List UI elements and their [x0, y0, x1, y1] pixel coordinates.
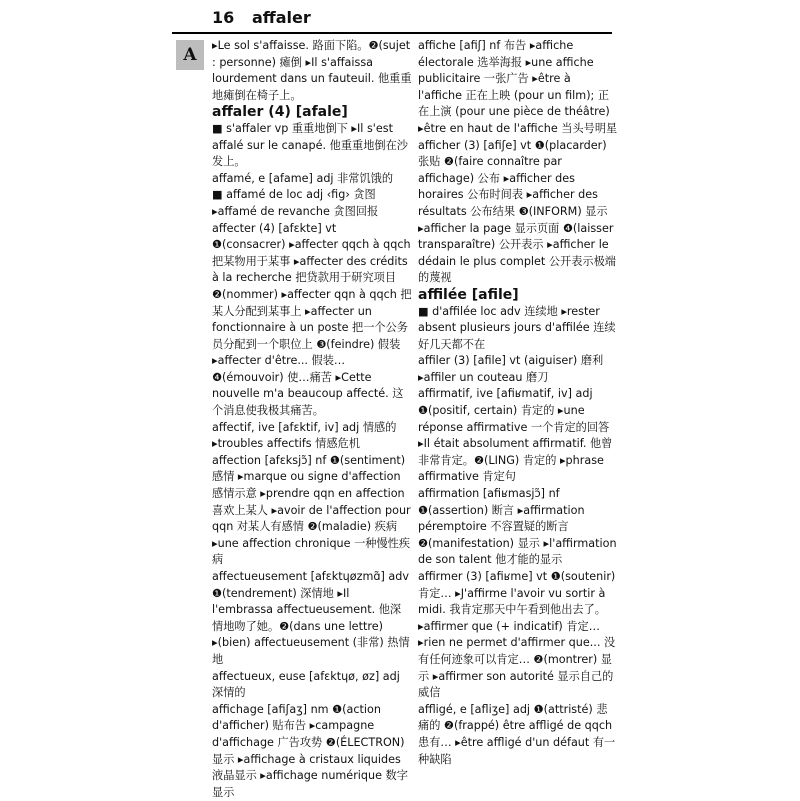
subentry-affame-de: ■ affamé de loc adj ‹fig› 贪图 ▸affamé de revanche 贪图回报: [212, 188, 379, 218]
entry-affilee: affilée [afile]: [418, 286, 519, 303]
entry-affiche: affiche [afiʃ] nf 布告 ▸affiche électorale 选举海报 ▸une affiche publicitaire 一张广告 ▸être à l'affiche 正在上映 (pour un film); 正在上演 (pour une pièce de théâtre) ▸être en haut de l'affiche 当头号明星: [418, 39, 618, 135]
entry-afflige: affligé, e [afliʒe] adj ❶(attristé) 悲痛的 ❷(frappé) être affligé de qqch 患有… ▸être affligé d'un défaut 有一种缺陷: [418, 702, 616, 766]
right-column: [418, 38, 618, 768]
entry-affirmatif: affirmatif, ive [afiʁmatif, iv] adj ❶(positif, certain) 肯定的 ▸une réponse affirmative 一个肯定的回答 ▸Il était absolument affirmatif. 他曾非常肯定。❷(LING) 肯定的 ▸phrase affirmative 肯定句: [418, 387, 613, 484]
subentry-daffilee: ■ d'affilée loc adv 连续地 ▸rester absent plusieurs jours d'affilée 连续好几天都不在: [418, 304, 616, 351]
entry-affaisser-cont: ▸Le sol s'affaisse. 路面下陷。❷(sujet : personne) 瘫倒 ▸Il s'affaissa lourdement dans un fauteuil. 他重重地瘫倒在椅子上。: [212, 39, 412, 102]
entry-affectif: affectif, ive [afɛktif, iv] adj 情感的 ▸troubles affectifs 情感危机: [212, 420, 397, 451]
entry-affecter: affecter (4) [afɛkte] vt ❶(consacrer) ▸affecter qqch à qqch 把某物用于某事 ▸affecter des crédits à la recherche 把贷款用于研究项目 ❷(nommer) ▸affecter qqn à qqch 把某人分配到某事上 ▸affecter un fonctionnaire à un poste 把一个公务员分配到一个职位上 ❸(feindre) 假装 ▸affecter d'être... 假装… ❹(émouvoir) 使…痛苦 ▸Cette nouvelle m'a beaucoup affecté. 这个消息使我极其痛苦。: [212, 221, 412, 418]
page-number: 16: [212, 8, 235, 27]
header-rule: [172, 32, 612, 34]
section-letter-tab: A: [176, 40, 204, 70]
entry-affirmer: affirmer (3) [afiʁme] vt ❶(soutenir) 肯定… ▸J'affirme l'avoir vu sortir à midi. 我肯定那天中午看到他出去了。▸affirmer que (+ indicatif) 肯定… ▸rien ne permet d'affirmer que... 没有任何迹象可以肯定… ❷(montrer) 显示 ▸affirmer son autorité 显示自己的威信: [418, 570, 616, 700]
entry-affirmation: affirmation [afiʁmasjɔ̃] nf ❶(assertion) 断言 ▸affirmation péremptoire 不容置疑的断言 ❷(manifestation) 显示 ▸l'affirmation de son talent 他才能的显示: [418, 487, 617, 567]
entry-affiler: affiler (3) [afile] vt (aiguiser) 磨利 ▸affiler un couteau 磨刀: [418, 354, 604, 384]
left-column: [212, 38, 412, 801]
page-header: [172, 0, 612, 36]
subentry-saffaler: ■ s'affaler vp 重重地倒下 ▸Il s'est affalé sur le canapé. 他重重地倒在沙发上。: [212, 121, 408, 169]
entry-affection: affection [afɛksjɔ̃] nf ❶(sentiment) 感情 ▸marque ou signe d'affection 感情示意 ▸prendre qqn en affection 喜欢上某人 ▸avoir de l'affection pour qqn 对某人有感情 ❷(maladie) 疾病 ▸une affection chronique 一种慢性疾病: [212, 453, 411, 567]
entry-affectueux: affectueux, euse [afɛktɥø, øz] adj 深情的: [212, 669, 400, 700]
running-head: affaler: [252, 8, 311, 27]
entry-affichage: affichage [afiʃaʒ] nm ❶(action d'afficher) 贴布告 ▸campagne d'affichage 广告攻势 ❷(ÉLECTRON) 显示 ▸affichage à cristaux liquides 液晶显示 ▸affichage numérique 数字显示: [212, 702, 408, 799]
entry-affectueusement: affectueusement [afɛktɥøzmɑ̃] adv ❶(tendrement) 深情地 ▸Il l'embrassa affectueusement. 他深情地吻了她。❷(dans une lettre) ▸(bien) affectueusement (非常) 热情地: [212, 570, 410, 666]
entry-affame: affamé, e [afame] adj 非常饥饿的: [212, 171, 394, 185]
entry-affaler: affaler (4) [afale]: [212, 104, 348, 121]
entry-afficher: afficher (3) [afiʃe] vt ❶(placarder) 张贴 ❷(faire connaître par affichage) 公布 ▸afficher des horaires 公布时间表 ▸afficher des résultats 公布结果 ❸(INFORM) 显示 ▸afficher la page 显示页面 ❹(laisser transparaître) 公开表示 ▸afficher le dédain le plus complet 公开表示极端的蔑视: [418, 138, 616, 285]
